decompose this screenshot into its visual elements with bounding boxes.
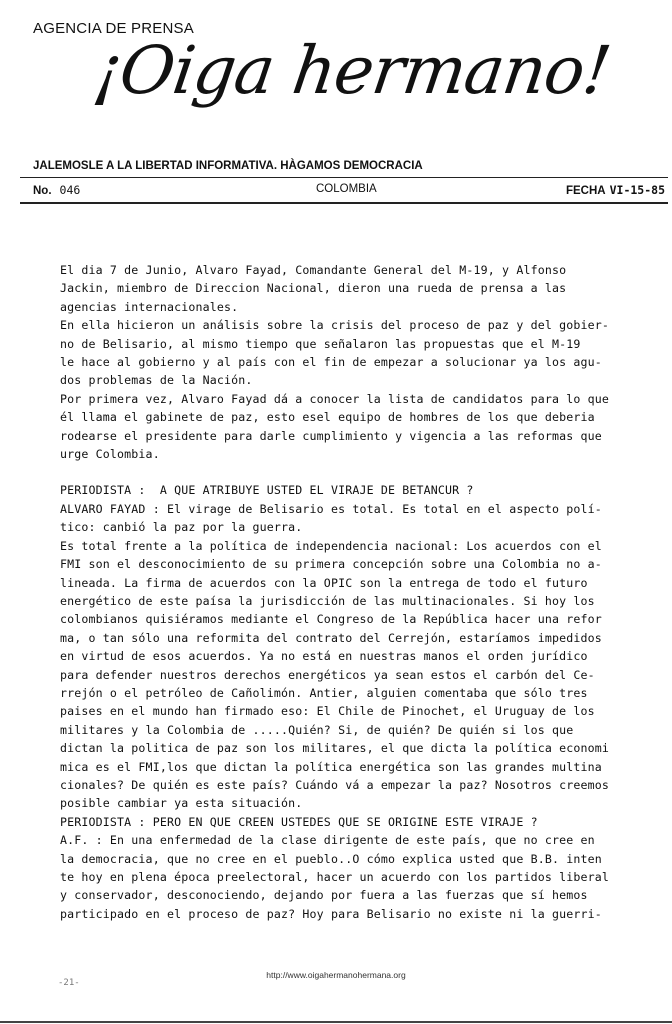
text-line: no de Belisario, al mismo tiempo que señalaron las propuestas que el M-19 (60, 336, 581, 351)
article-body (60, 261, 670, 923)
text-line: te hoy en plena época preelectoral, hacer un acuerdo con los partidos liberal (60, 870, 610, 884)
footer-url: http://www.oigahermanohermana.org (266, 970, 406, 980)
issue-info-row (33, 183, 665, 199)
text-line: ma, o tan sólo una reformita del contrato del Cerrejón, estaríamos impedidos (60, 630, 602, 645)
text-line: En ella hicieron un análisis sobre la crisis del proceso de paz y del gobier- (60, 318, 610, 333)
text-line: participado en el proceso de paz? Hoy para Belisario no existe ni la guerri- (60, 906, 602, 921)
slogan: JALEMOSLE A LA LIBERTAD INFORMATIVA. HÀGAMOS DEMOCRACIA (33, 160, 423, 172)
interview-section (60, 481, 670, 923)
text-line: PERIODISTA : A QUE ATRIBUYE USTED EL VIRAJE DE BETANCUR ? (60, 483, 474, 498)
header-rule-bottom (20, 202, 668, 204)
date-value: VI-15-85 (609, 183, 665, 197)
text-line: le hace al gobierno y al país con el fin de empezar a solucionar ya los agu- (60, 355, 602, 370)
issue-number-value: 046 (59, 183, 81, 197)
masthead-title: ¡Oiga hermano! (89, 32, 615, 109)
text-line: agencias internacionales. (60, 299, 239, 314)
text-line: ALVARO FAYAD : El virage de Belisario es total. Es total en el aspecto polí- (60, 501, 602, 516)
text-line: posible cambiar ya esta situación. (60, 796, 303, 811)
text-line: mica es el FMI,los que dictan la política energética son las grandes multina (60, 759, 602, 774)
issue-date (566, 183, 665, 197)
text-line: paises en el mundo han firmado eso: El Chile de Pinochet, el Uruguay de los (60, 704, 595, 719)
text-line: FMI son el desconocimiento de su primera concepción sobre una Colombia no a- (60, 557, 602, 572)
text-line: tico: canbió la paz por la guerra. (60, 520, 303, 535)
text-line: rodearse el presidente para darle cumplimiento y vigencia a las reformas que (60, 428, 602, 443)
text-line: cionales? De quién es este país? Cuándo vá a empezar la paz? Nosotros creemos (60, 777, 610, 792)
text-line: en virtud de esos acuerdos. Ya no está en nuestras manos el orden jurídico (60, 649, 588, 664)
country-label: COLOMBIA (316, 183, 377, 195)
text-line: él llama el gabinete de paz, esto esel equipo de hombres de los que deberia (60, 410, 595, 425)
issue-number (33, 183, 80, 197)
text-line: Jackin, miembro de Direccion Nacional, dieron una rueda de prensa a las (60, 281, 567, 296)
text-line: PERIODISTA : PERO EN QUE CREEN USTEDES QUE SE ORIGINE ESTE VIRAJE ? (60, 814, 538, 829)
header-rule-top (20, 177, 668, 178)
section-gap (60, 463, 670, 481)
date-label: FECHA (565, 185, 606, 197)
text-line: y conservador, desconociendo, dejando por fuera a las fuerzas que sí hemos (60, 888, 588, 903)
text-line: Es total frente a la política de independencia nacional: Los acuerdos con el (60, 538, 602, 553)
text-line: El dia 7 de Junio, Alvaro Fayad, Comandante General del M-19, y Alfonso (60, 263, 567, 277)
text-line: rrejón o el petróleo de Cañolimón. Antier, alguien comentaba que sólo tres (60, 685, 588, 700)
text-line: colombianos quisiéramos mediante el Congreso de la República hacer una refor (60, 612, 602, 627)
text-line: energético de este paísa la jurisdicción de las multinacionales. Si hoy los (60, 593, 595, 608)
text-line: militares y la Colombia de .....Quién? Si, de quién? De quién si los que (60, 722, 574, 737)
text-line: dictan la politica de paz son los militares, el que dicta la política economi (60, 741, 610, 756)
text-line: A.F. : En una enfermedad de la clase dirigente de este país, que no cree en (60, 833, 595, 848)
text-line: para defender nuestros derechos energéticos ya sean estos el carbón del Ce- (60, 667, 595, 682)
issue-number-label: No. (33, 185, 52, 197)
page-mark: -21- (58, 978, 80, 988)
text-line: la democracia, que no cree en el pueblo..O cómo explica usted que B.B. inten (60, 851, 602, 866)
agency-label: AGENCIA DE PRENSA (33, 20, 194, 37)
page-bottom-edge (0, 1021, 672, 1023)
text-line: lineada. La firma de acuerdos con la OPIC son la entrega de todo el futuro (60, 575, 588, 590)
intro-section (60, 261, 670, 463)
text-line: dos problemas de la Nación. (60, 373, 253, 388)
text-line: Por primera vez, Alvaro Fayad dá a conocer la lista de candidatos para lo que (60, 391, 610, 406)
text-line: urge Colombia. (60, 447, 160, 462)
